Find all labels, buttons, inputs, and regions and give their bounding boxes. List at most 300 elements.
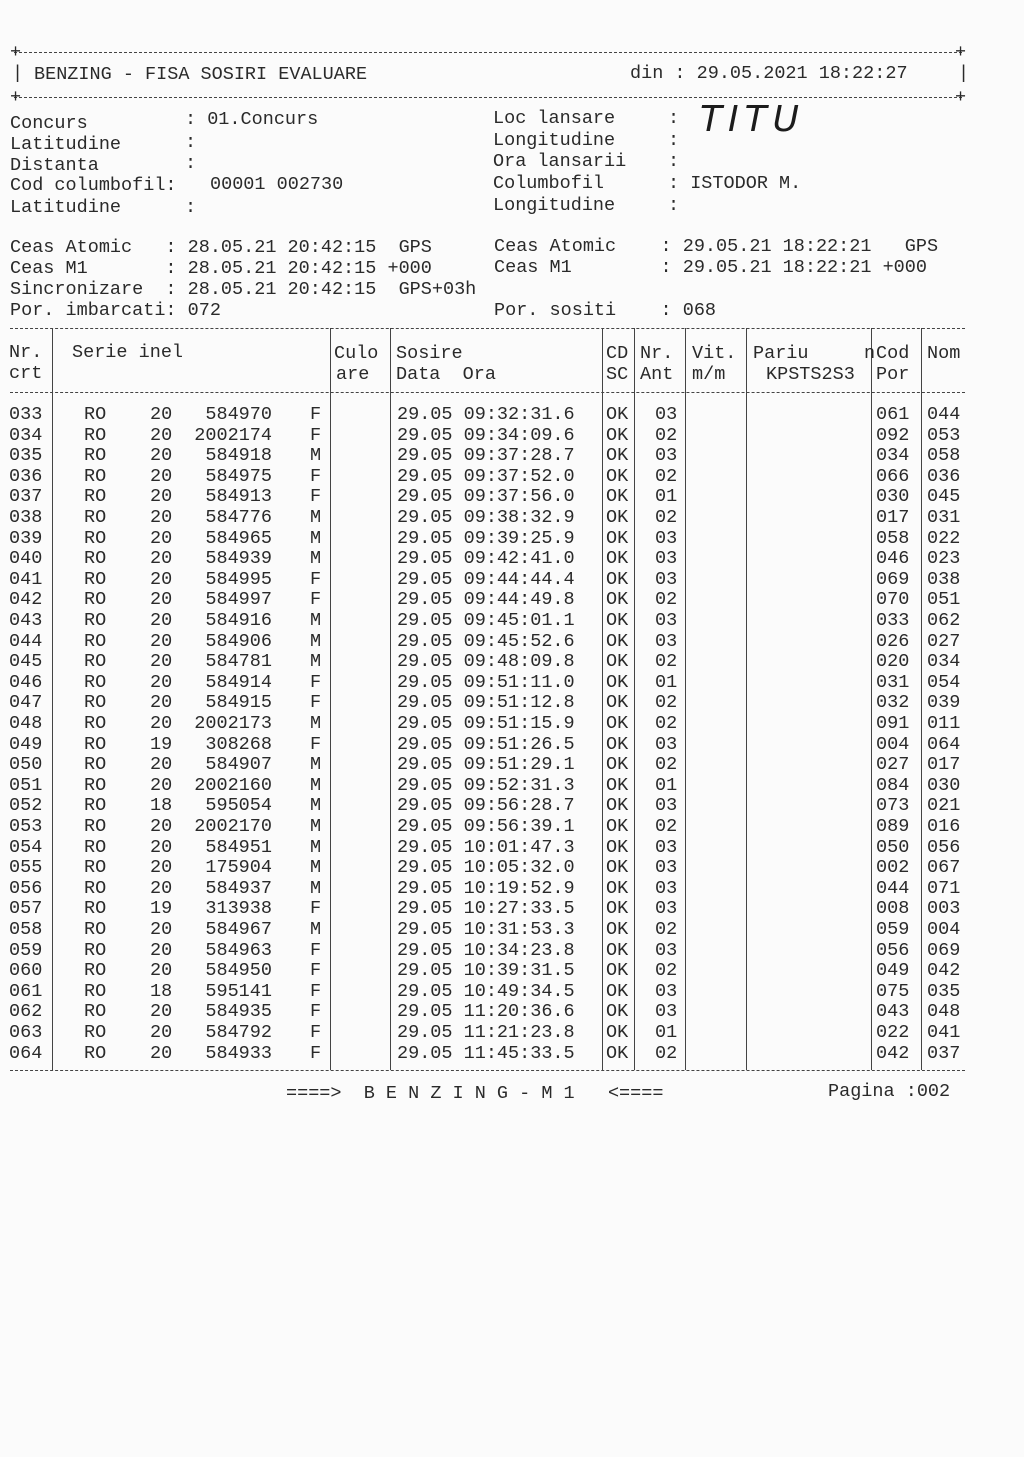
row-nom: 034 <box>927 651 961 672</box>
row-arrival-time: 29.05 09:51:15.9 <box>397 713 575 734</box>
table-top-rule <box>10 328 965 329</box>
row-nr-crt: 053 <box>9 816 43 837</box>
distanta-label: Distanta <box>10 155 99 176</box>
row-sex: F <box>310 569 322 590</box>
row-sex: F <box>310 940 322 961</box>
report-title: BENZING - FISA SOSIRI EVALUARE <box>34 64 368 85</box>
row-nom: 011 <box>927 713 961 734</box>
row-nr-crt: 062 <box>9 1001 43 1022</box>
row-country: RO <box>84 1001 107 1022</box>
row-cod-por: 061 <box>876 404 910 425</box>
row-country: RO <box>84 960 107 981</box>
row-cd-sc: OK <box>606 569 629 590</box>
header-corner: + <box>955 42 967 63</box>
row-nom: 031 <box>927 507 961 528</box>
row-nr-crt: 043 <box>9 610 43 631</box>
row-ring-number: 584792 <box>205 1022 272 1043</box>
row-year: 20 <box>150 507 173 528</box>
row-nr-ant: 03 <box>655 569 678 590</box>
row-sex: M <box>310 754 322 775</box>
row-arrival-time: 29.05 09:56:39.1 <box>397 816 575 837</box>
row-ring-number: 584995 <box>205 569 272 590</box>
row-sex: M <box>310 528 322 549</box>
row-nr-crt: 052 <box>9 795 43 816</box>
row-arrival-time: 29.05 10:27:33.5 <box>397 898 575 919</box>
row-nr-crt: 036 <box>9 466 43 487</box>
row-nr-ant: 02 <box>655 425 678 446</box>
row-nr-ant: 03 <box>655 734 678 755</box>
header-bar: | <box>958 63 970 84</box>
row-year: 20 <box>150 610 173 631</box>
row-nr-ant: 03 <box>655 940 678 961</box>
table-head-rule <box>10 392 965 393</box>
row-sex: F <box>310 589 322 610</box>
row-sex: F <box>310 734 322 755</box>
row-cod-por: 008 <box>876 898 910 919</box>
row-country: RO <box>84 775 107 796</box>
row-country: RO <box>84 569 107 590</box>
row-ring-number: 584997 <box>205 589 272 610</box>
porumbei-imbarcati: Por. imbarcati: 072 <box>10 300 221 321</box>
row-cod-por: 049 <box>876 960 910 981</box>
row-nr-ant: 03 <box>655 528 678 549</box>
row-nom: 062 <box>927 610 961 631</box>
row-cod-por: 089 <box>876 816 910 837</box>
row-cd-sc: OK <box>606 1001 629 1022</box>
th-nr-crt: Nr. <box>9 342 43 363</box>
row-nom: 004 <box>927 919 961 940</box>
row-arrival-time: 29.05 10:01:47.3 <box>397 837 575 858</box>
row-nr-crt: 049 <box>9 734 43 755</box>
row-cd-sc: OK <box>606 466 629 487</box>
row-nom: 064 <box>927 734 961 755</box>
row-sex: F <box>310 981 322 1002</box>
row-ring-number: 584781 <box>205 651 272 672</box>
row-cod-por: 043 <box>876 1001 910 1022</box>
row-year: 20 <box>150 486 173 507</box>
row-ring-number: 2002174 <box>194 425 272 446</box>
row-year: 20 <box>150 960 173 981</box>
row-ring-number: 584914 <box>205 672 272 693</box>
row-ring-number: 308268 <box>205 734 272 755</box>
row-cd-sc: OK <box>606 672 629 693</box>
row-arrival-time: 29.05 09:51:11.0 <box>397 672 575 693</box>
row-nr-ant: 01 <box>655 1022 678 1043</box>
row-nr-crt: 037 <box>9 486 43 507</box>
col-rule <box>746 328 747 1070</box>
row-nom: 041 <box>927 1022 961 1043</box>
row-sex: M <box>310 610 322 631</box>
row-nr-crt: 039 <box>9 528 43 549</box>
row-cd-sc: OK <box>606 837 629 858</box>
row-cod-por: 032 <box>876 692 910 713</box>
row-country: RO <box>84 1022 107 1043</box>
row-cd-sc: OK <box>606 486 629 507</box>
header-corner: + <box>955 87 967 108</box>
row-nom: 048 <box>927 1001 961 1022</box>
row-country: RO <box>84 898 107 919</box>
ceas-atomic-right: Ceas Atomic : 29.05.21 18:22:21 GPS <box>494 236 939 257</box>
row-nr-crt: 044 <box>9 631 43 652</box>
row-year: 19 <box>150 898 173 919</box>
row-country: RO <box>84 486 107 507</box>
row-country: RO <box>84 754 107 775</box>
row-sex: F <box>310 1001 322 1022</box>
row-nr-crt: 034 <box>9 425 43 446</box>
row-sex: M <box>310 816 322 837</box>
col-rule <box>685 328 686 1070</box>
row-sex: F <box>310 466 322 487</box>
row-arrival-time: 29.05 10:19:52.9 <box>397 878 575 899</box>
row-nom: 069 <box>927 940 961 961</box>
row-cod-por: 030 <box>876 486 910 507</box>
th-nom: Nom <box>927 343 961 364</box>
row-country: RO <box>84 425 107 446</box>
row-arrival-time: 29.05 09:44:49.8 <box>397 589 575 610</box>
th-pariu: KPSTS2S3 <box>766 364 855 385</box>
ora-lansarii-label: Ora lansarii <box>493 151 627 172</box>
row-arrival-time: 29.05 10:05:32.0 <box>397 857 575 878</box>
row-ring-number: 584939 <box>205 548 272 569</box>
row-ring-number: 584975 <box>205 466 272 487</box>
th-pariu: Pariu n <box>753 343 876 364</box>
th-cd-sc: CD <box>606 343 629 364</box>
row-nr-crt: 042 <box>9 589 43 610</box>
row-year: 20 <box>150 425 173 446</box>
row-nr-ant: 02 <box>655 692 678 713</box>
row-country: RO <box>84 631 107 652</box>
row-nr-crt: 033 <box>9 404 43 425</box>
row-cod-por: 031 <box>876 672 910 693</box>
row-country: RO <box>84 589 107 610</box>
row-nom: 017 <box>927 754 961 775</box>
row-year: 20 <box>150 548 173 569</box>
row-cd-sc: OK <box>606 445 629 466</box>
row-cod-por: 026 <box>876 631 910 652</box>
row-cd-sc: OK <box>606 734 629 755</box>
row-year: 18 <box>150 795 173 816</box>
row-cod-por: 092 <box>876 425 910 446</box>
row-nr-crt: 059 <box>9 940 43 961</box>
row-country: RO <box>84 507 107 528</box>
row-sex: M <box>310 507 322 528</box>
row-ring-number: 584933 <box>205 1043 272 1064</box>
row-ring-number: 584937 <box>205 878 272 899</box>
row-country: RO <box>84 857 107 878</box>
row-country: RO <box>84 734 107 755</box>
cod-columbofil-label: Cod columbofil: <box>10 175 177 196</box>
row-cd-sc: OK <box>606 528 629 549</box>
row-nom: 067 <box>927 857 961 878</box>
sincronizare: Sincronizare : 28.05.21 20:42:15 GPS+03h <box>10 279 477 300</box>
row-year: 20 <box>150 631 173 652</box>
row-country: RO <box>84 466 107 487</box>
row-sex: F <box>310 898 322 919</box>
latitudine2-label: Latitudine <box>10 197 122 218</box>
row-nr-ant: 03 <box>655 837 678 858</box>
row-nr-ant: 02 <box>655 960 678 981</box>
row-nr-ant: 03 <box>655 878 678 899</box>
row-cod-por: 017 <box>876 507 910 528</box>
loc-lansare-handwritten: TITU <box>700 99 805 140</box>
row-cod-por: 020 <box>876 651 910 672</box>
row-nr-crt: 055 <box>9 857 43 878</box>
row-nom: 058 <box>927 445 961 466</box>
ceas-m1-right: Ceas M1 : 29.05.21 18:22:21 +000 <box>494 257 927 278</box>
row-nr-ant: 01 <box>655 775 678 796</box>
row-cod-por: 070 <box>876 589 910 610</box>
row-year: 20 <box>150 919 173 940</box>
row-ring-number: 584967 <box>205 919 272 940</box>
row-year: 20 <box>150 857 173 878</box>
row-nr-crt: 051 <box>9 775 43 796</box>
col-rule <box>52 328 53 1070</box>
row-country: RO <box>84 919 107 940</box>
row-nom: 042 <box>927 960 961 981</box>
col-rule <box>330 328 331 1070</box>
row-arrival-time: 29.05 09:51:29.1 <box>397 754 575 775</box>
th-culoare: Culo <box>334 343 379 364</box>
row-ring-number: 2002173 <box>194 713 272 734</box>
row-cd-sc: OK <box>606 713 629 734</box>
row-cod-por: 044 <box>876 878 910 899</box>
row-arrival-time: 29.05 10:34:23.8 <box>397 940 575 961</box>
row-cd-sc: OK <box>606 981 629 1002</box>
row-year: 20 <box>150 466 173 487</box>
header-corner: + <box>10 42 22 63</box>
header-top-rule <box>14 52 962 53</box>
row-cd-sc: OK <box>606 404 629 425</box>
row-sex: F <box>310 960 322 981</box>
row-nr-crt: 054 <box>9 837 43 858</box>
row-cd-sc: OK <box>606 816 629 837</box>
row-sex: M <box>310 857 322 878</box>
row-year: 20 <box>150 713 173 734</box>
row-ring-number: 584970 <box>205 404 272 425</box>
row-arrival-time: 29.05 10:49:34.5 <box>397 981 575 1002</box>
row-cod-por: 066 <box>876 466 910 487</box>
row-arrival-time: 29.05 09:37:56.0 <box>397 486 575 507</box>
row-nr-crt: 064 <box>9 1043 43 1064</box>
row-cod-por: 050 <box>876 837 910 858</box>
row-nom: 051 <box>927 589 961 610</box>
row-nom: 035 <box>927 981 961 1002</box>
header-corner: + <box>10 87 22 108</box>
row-cod-por: 084 <box>876 775 910 796</box>
th-nr-crt: crt <box>9 363 43 384</box>
row-year: 20 <box>150 1022 173 1043</box>
row-nr-ant: 02 <box>655 589 678 610</box>
row-nr-ant: 02 <box>655 713 678 734</box>
table-bottom-rule <box>10 1070 965 1071</box>
row-sex: M <box>310 775 322 796</box>
row-ring-number: 313938 <box>205 898 272 919</box>
row-sex: F <box>310 486 322 507</box>
row-cd-sc: OK <box>606 775 629 796</box>
row-nr-crt: 061 <box>9 981 43 1002</box>
row-ring-number: 2002170 <box>194 816 272 837</box>
row-country: RO <box>84 528 107 549</box>
row-sex: F <box>310 404 322 425</box>
row-cd-sc: OK <box>606 795 629 816</box>
row-nom: 037 <box>927 1043 961 1064</box>
row-arrival-time: 29.05 09:37:28.7 <box>397 445 575 466</box>
row-sex: F <box>310 1043 322 1064</box>
row-ring-number: 584906 <box>205 631 272 652</box>
columbofil-label: Columbofil <box>493 173 605 194</box>
row-nr-ant: 02 <box>655 816 678 837</box>
row-nr-ant: 03 <box>655 445 678 466</box>
row-year: 20 <box>150 569 173 590</box>
row-year: 20 <box>150 589 173 610</box>
row-nr-crt: 038 <box>9 507 43 528</box>
row-year: 19 <box>150 734 173 755</box>
row-cod-por: 046 <box>876 548 910 569</box>
col-rule <box>602 328 603 1070</box>
row-nr-crt: 063 <box>9 1022 43 1043</box>
row-nom: 045 <box>927 486 961 507</box>
row-country: RO <box>84 1043 107 1064</box>
row-cod-por: 034 <box>876 445 910 466</box>
row-arrival-time: 29.05 11:45:33.5 <box>397 1043 575 1064</box>
row-nr-ant: 03 <box>655 548 678 569</box>
row-nr-ant: 02 <box>655 466 678 487</box>
row-sex: M <box>310 548 322 569</box>
row-year: 20 <box>150 754 173 775</box>
row-nr-crt: 048 <box>9 713 43 734</box>
row-sex: M <box>310 631 322 652</box>
row-nr-crt: 058 <box>9 919 43 940</box>
row-cd-sc: OK <box>606 898 629 919</box>
longitudine2-value: : <box>668 195 680 216</box>
row-sex: M <box>310 651 322 672</box>
row-nr-ant: 03 <box>655 610 678 631</box>
row-cod-por: 033 <box>876 610 910 631</box>
row-sex: F <box>310 672 322 693</box>
row-ring-number: 584907 <box>205 754 272 775</box>
row-cod-por: 069 <box>876 569 910 590</box>
row-cod-por: 042 <box>876 1043 910 1064</box>
row-arrival-time: 29.05 11:20:36.6 <box>397 1001 575 1022</box>
row-country: RO <box>84 404 107 425</box>
row-nr-ant: 02 <box>655 1043 678 1064</box>
row-nr-ant: 03 <box>655 404 678 425</box>
row-ring-number: 595141 <box>205 981 272 1002</box>
page-number: Pagina :002 <box>828 1081 951 1102</box>
row-arrival-time: 29.05 09:52:31.3 <box>397 775 575 796</box>
col-rule <box>634 328 635 1070</box>
report-date: din : 29.05.2021 18:22:27 <box>630 63 908 84</box>
row-cd-sc: OK <box>606 857 629 878</box>
th-sosire: Sosire <box>396 343 463 364</box>
row-nr-ant: 02 <box>655 754 678 775</box>
row-cod-por: 056 <box>876 940 910 961</box>
latitudine-value: : <box>185 132 197 153</box>
row-arrival-time: 29.05 09:38:32.9 <box>397 507 575 528</box>
columbofil-value: : ISTODOR M. <box>668 173 802 194</box>
row-nom: 036 <box>927 466 961 487</box>
th-culoare: are <box>336 364 370 385</box>
row-nr-ant: 02 <box>655 651 678 672</box>
row-arrival-time: 29.05 09:39:25.9 <box>397 528 575 549</box>
row-country: RO <box>84 878 107 899</box>
row-nom: 021 <box>927 795 961 816</box>
row-cd-sc: OK <box>606 589 629 610</box>
row-nr-crt: 045 <box>9 651 43 672</box>
th-sosire: Data Ora <box>396 364 496 385</box>
row-year: 20 <box>150 878 173 899</box>
row-sex: M <box>310 878 322 899</box>
row-ring-number: 584915 <box>205 692 272 713</box>
col-rule <box>871 328 872 1070</box>
row-cd-sc: OK <box>606 919 629 940</box>
row-year: 20 <box>150 940 173 961</box>
row-sex: M <box>310 837 322 858</box>
row-arrival-time: 29.05 09:42:41.0 <box>397 548 575 569</box>
row-arrival-time: 29.05 09:51:26.5 <box>397 734 575 755</box>
row-country: RO <box>84 940 107 961</box>
row-year: 20 <box>150 775 173 796</box>
longitudine-label: Longitudine <box>493 130 616 151</box>
row-nr-ant: 01 <box>655 486 678 507</box>
row-nom: 039 <box>927 692 961 713</box>
row-ring-number: 584965 <box>205 528 272 549</box>
th-viteza: Vit. <box>692 343 737 364</box>
th-cod-por: Cod <box>876 343 910 364</box>
row-year: 18 <box>150 981 173 1002</box>
row-cod-por: 091 <box>876 713 910 734</box>
row-cd-sc: OK <box>606 548 629 569</box>
row-nom: 044 <box>927 404 961 425</box>
row-nom: 023 <box>927 548 961 569</box>
row-cd-sc: OK <box>606 754 629 775</box>
longitudine-value: : <box>668 130 680 151</box>
row-nr-ant: 02 <box>655 919 678 940</box>
row-year: 20 <box>150 672 173 693</box>
row-cd-sc: OK <box>606 960 629 981</box>
row-cod-por: 002 <box>876 857 910 878</box>
row-country: RO <box>84 651 107 672</box>
row-ring-number: 175904 <box>205 857 272 878</box>
row-sex: M <box>310 919 322 940</box>
ceas-atomic-left: Ceas Atomic : 28.05.21 20:42:15 GPS <box>10 237 432 258</box>
row-cd-sc: OK <box>606 610 629 631</box>
row-cd-sc: OK <box>606 651 629 672</box>
row-country: RO <box>84 548 107 569</box>
row-arrival-time: 29.05 09:34:09.6 <box>397 425 575 446</box>
row-sex: F <box>310 1022 322 1043</box>
row-ring-number: 595054 <box>205 795 272 816</box>
row-nr-crt: 047 <box>9 692 43 713</box>
row-nr-crt: 035 <box>9 445 43 466</box>
row-country: RO <box>84 672 107 693</box>
row-sex: F <box>310 425 322 446</box>
row-nom: 027 <box>927 631 961 652</box>
loc-lansare-label: Loc lansare <box>493 108 616 129</box>
row-cd-sc: OK <box>606 1022 629 1043</box>
row-year: 20 <box>150 528 173 549</box>
row-arrival-time: 29.05 09:44:44.4 <box>397 569 575 590</box>
row-arrival-time: 29.05 09:51:12.8 <box>397 692 575 713</box>
row-cod-por: 073 <box>876 795 910 816</box>
row-sex: M <box>310 445 322 466</box>
latitudine-label: Latitudine <box>10 134 122 155</box>
row-year: 20 <box>150 445 173 466</box>
cod-columbofil-value: 00001 002730 <box>210 174 344 195</box>
row-cod-por: 058 <box>876 528 910 549</box>
row-cd-sc: OK <box>606 425 629 446</box>
row-nom: 030 <box>927 775 961 796</box>
